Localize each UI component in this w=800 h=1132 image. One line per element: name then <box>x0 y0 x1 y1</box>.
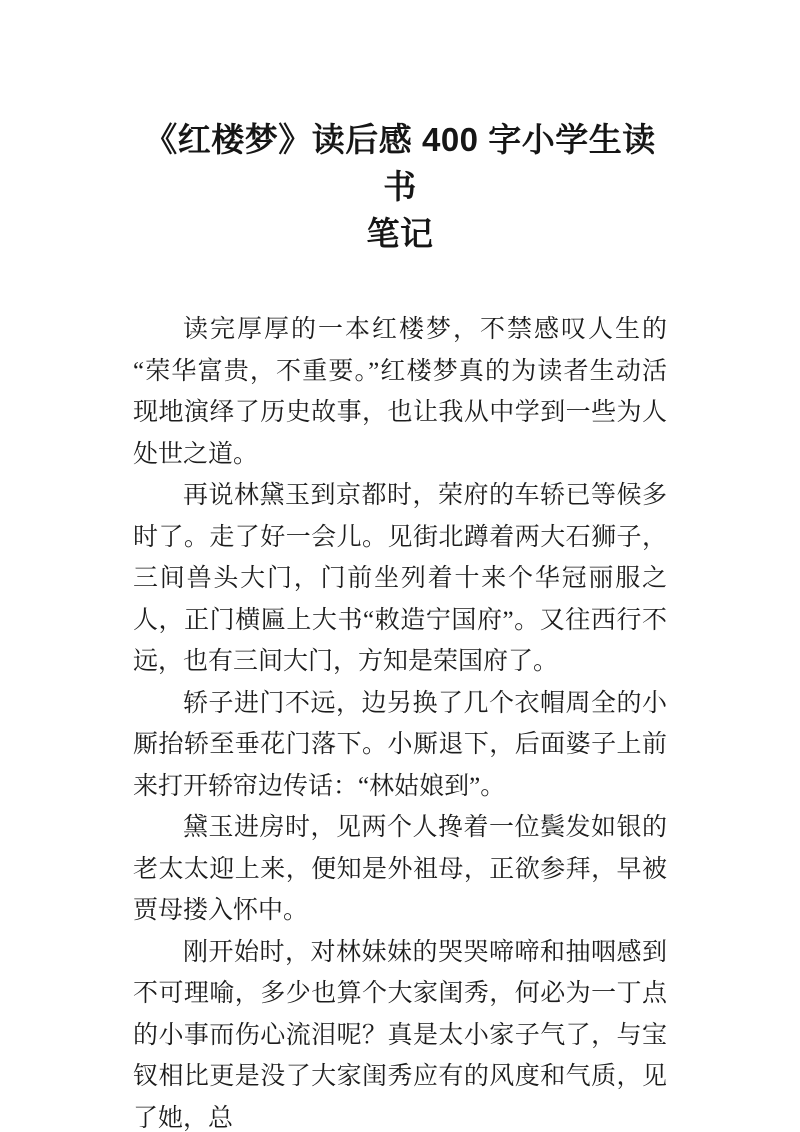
document-title <box>133 116 667 257</box>
document-content <box>133 0 667 1132</box>
paragraph-2: 再说林黛玉到京都时，荣府的车轿已等候多时了。走了好一会儿。见街北蹲着两大石狮子，三间兽头大门，门前坐列着十来个华冠丽服之人，正门横匾上大书“敕造宁国府”。又往西行不远，也有三间大门，方知是荣国府了。 <box>133 482 667 676</box>
paragraph-4: 黛玉进房时，见两个人搀着一位鬓发如银的老太太迎上来，便知是外祖母，正欲参拜，早被贾母搂入怀中。 <box>133 814 667 925</box>
document-body <box>133 309 667 1132</box>
document-title-line-1: 《红楼梦》读后感 400 字小学生读书 <box>144 121 656 206</box>
paragraph-5: 刚开始时，对林妹妹的哭哭啼啼和抽咽感到不可理喻，多少也算个大家闺秀，何必为一丁点的小事而伤心流泪呢？真是太小家子气了，与宝钗相比更是没了大家闺秀应有的风度和气质，见了她，总 <box>133 938 667 1132</box>
document-title-line-2: 笔记 <box>366 215 434 253</box>
paragraph-1: 读完厚厚的一本红楼梦，不禁感叹人生的“荣华富贵，不重要。”红楼梦真的为读者生动活现地演绎了历史故事，也让我从中学到一些为人处世之道。 <box>133 316 667 468</box>
paragraph-3: 轿子进门不远，边另换了几个衣帽周全的小厮抬轿至垂花门落下。小厮退下，后面婆子上前来打开轿帘边传话：“林姑娘到”。 <box>133 689 667 800</box>
